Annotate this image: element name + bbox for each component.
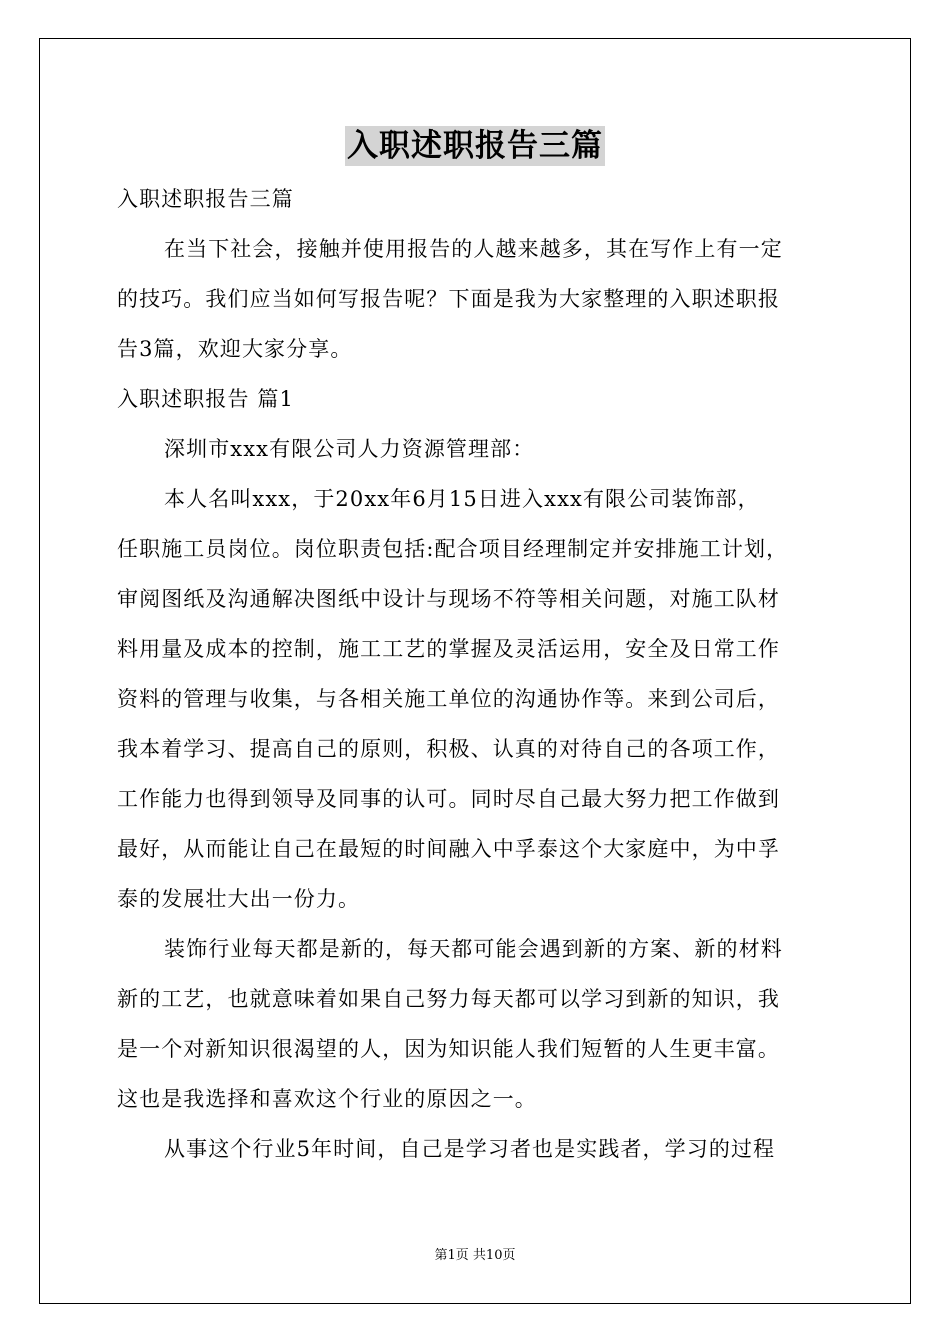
paragraph-line: 泰的发展壮大出一份力。 <box>117 887 361 911</box>
page-footer: 第1页 共10页 <box>434 1248 516 1263</box>
paragraph-line: 审阅图纸及沟通解决图纸中设计与现场不符等相关问题，对施工队材 <box>117 587 780 611</box>
paragraph-line: 资料的管理与收集，与各相关施工单位的沟通协作等。来到公司后， <box>117 687 780 711</box>
paragraph-line: 告3篇，欢迎大家分享。 <box>117 337 353 361</box>
subtitle-line: 入职述职报告三篇 <box>117 187 294 211</box>
paragraph-line: 工作能力也得到领导及同事的认可。同时尽自己最大努力把工作做到 <box>117 787 780 811</box>
paragraph-line: 从事这个行业5年时间，自己是学习者也是实践者，学习的过程 <box>164 1137 776 1161</box>
page-border <box>39 38 911 1304</box>
paragraph-line: 深圳市xxx有限公司人力资源管理部： <box>164 437 535 461</box>
paragraph-line: 的技巧。我们应当如何写报告呢？下面是我为大家整理的入职述职报 <box>117 287 780 311</box>
document-title: 入职述职报告三篇 <box>347 128 603 164</box>
paragraph-line: 料用量及成本的控制，施工工艺的掌握及灵活运用，安全及日常工作 <box>117 637 780 661</box>
title-container <box>0 126 950 166</box>
paragraph-line: 新的工艺，也就意味着如果自己努力每天都可以学习到新的知识，我 <box>117 987 780 1011</box>
paragraph-line: 最好，从而能让自己在最短的时间融入中孚泰这个大家庭中，为中孚 <box>117 837 780 861</box>
paragraph-line: 在当下社会，接触并使用报告的人越来越多，其在写作上有一定 <box>164 237 783 261</box>
paragraph-line: 这也是我选择和喜欢这个行业的原因之一。 <box>117 1087 537 1111</box>
paragraph-line: 是一个对新知识很渴望的人，因为知识能人我们短暂的人生更丰富。 <box>117 1037 780 1061</box>
paragraph-line: 我本着学习、提高自己的原则，积极、认真的对待自己的各项工作， <box>117 737 780 761</box>
section-heading: 入职述职报告 篇1 <box>117 387 294 411</box>
paragraph-line: 本人名叫xxx，于20xx年6月15日进入xxx有限公司装饰部， <box>164 487 760 511</box>
paragraph-line: 装饰行业每天都是新的，每天都可能会遇到新的方案、新的材料 <box>164 937 783 961</box>
paragraph-line: 任职施工员岗位。岗位职责包括:配合项目经理制定并安排施工计划， <box>117 537 789 561</box>
